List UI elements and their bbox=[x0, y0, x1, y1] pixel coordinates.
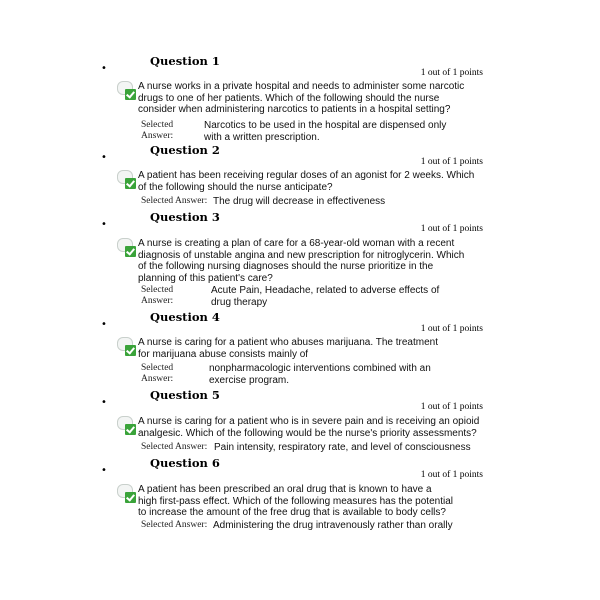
question-text: A patient has been prescribed an oral drug that is known to have a high first-pass effect. Which of the following measures has the potential to increase the amount of the free drug that is available to body cells? bbox=[138, 484, 453, 518]
correct-check-icon bbox=[117, 81, 137, 101]
selected-answer-label: Selected bbox=[141, 120, 174, 130]
question-title: Question 4 bbox=[150, 310, 220, 324]
selected-answer: Narcotics to be used in the hospital are dispensed only with a written prescription. bbox=[204, 120, 447, 143]
selected-answer-label: Selected Answer: bbox=[141, 520, 208, 530]
question-points: 1 out of 1 points bbox=[420, 470, 483, 480]
correct-check-icon bbox=[117, 238, 137, 258]
question-text: A nurse is creating a plan of care for a 68-year-old woman with a recent diagnosis of unstable angina and new prescription for nitroglycerin. Which of the following nursing diagnoses should the nurse prioritize in the planning of this patient's care? bbox=[138, 238, 465, 284]
question-text: A nurse is caring for a patient who is in severe pain and is receiving an opioid analgesic. Which of the following would be the nurse's priority assessments? bbox=[138, 416, 480, 439]
list-bullet: • bbox=[101, 465, 107, 476]
correct-check-icon bbox=[117, 170, 137, 190]
selected-answer-label: Selected Answer: bbox=[141, 196, 208, 206]
list-bullet: • bbox=[101, 63, 107, 74]
question-title: Question 1 bbox=[150, 54, 220, 68]
list-bullet: • bbox=[101, 397, 107, 408]
list-bullet: • bbox=[101, 219, 107, 230]
question-title: Question 2 bbox=[150, 143, 220, 157]
correct-check-icon bbox=[117, 484, 137, 504]
list-bullet: • bbox=[101, 319, 107, 330]
selected-answer-label: Answer: bbox=[141, 296, 174, 306]
question-title: Question 6 bbox=[150, 456, 220, 470]
question-points: 1 out of 1 points bbox=[420, 324, 483, 334]
question-points: 1 out of 1 points bbox=[420, 68, 483, 78]
selected-answer-label: Selected bbox=[141, 285, 174, 295]
correct-check-icon bbox=[117, 337, 137, 357]
question-text: A nurse is caring for a patient who abuses marijuana. The treatment for marijuana abuse consists mainly of bbox=[138, 337, 438, 360]
question-text: A patient has been receiving regular doses of an agonist for 2 weeks. Which of the following should the nurse anticipate? bbox=[138, 170, 475, 193]
selected-answer: The drug will decrease in effectiveness bbox=[213, 196, 386, 207]
question-points: 1 out of 1 points bbox=[420, 224, 483, 234]
question-text: A nurse works in a private hospital and needs to administer some narcotic drugs to one of her patients. Which of the following should the nurse consider when administering narcotics to patients in a hospital setting? bbox=[138, 81, 465, 115]
selected-answer: Pain intensity, respiratory rate, and level of consciousness bbox=[214, 442, 471, 453]
selected-answer: Administering the drug intravenously rather than orally bbox=[213, 520, 453, 531]
selected-answer-label: Selected bbox=[141, 363, 174, 373]
selected-answer-label: Selected Answer: bbox=[141, 442, 208, 452]
selected-answer: Acute Pain, Headache, related to adverse effects of drug therapy bbox=[211, 285, 440, 308]
question-title: Question 3 bbox=[150, 210, 220, 224]
question-points: 1 out of 1 points bbox=[420, 157, 483, 167]
selected-answer-label: Answer: bbox=[141, 374, 174, 384]
list-bullet: • bbox=[101, 152, 107, 163]
question-points: 1 out of 1 points bbox=[420, 402, 483, 412]
question-title: Question 5 bbox=[150, 388, 220, 402]
selected-answer-label: Answer: bbox=[141, 131, 174, 141]
selected-answer: nonpharmacologic interventions combined with an exercise program. bbox=[209, 363, 431, 386]
correct-check-icon bbox=[117, 416, 137, 436]
